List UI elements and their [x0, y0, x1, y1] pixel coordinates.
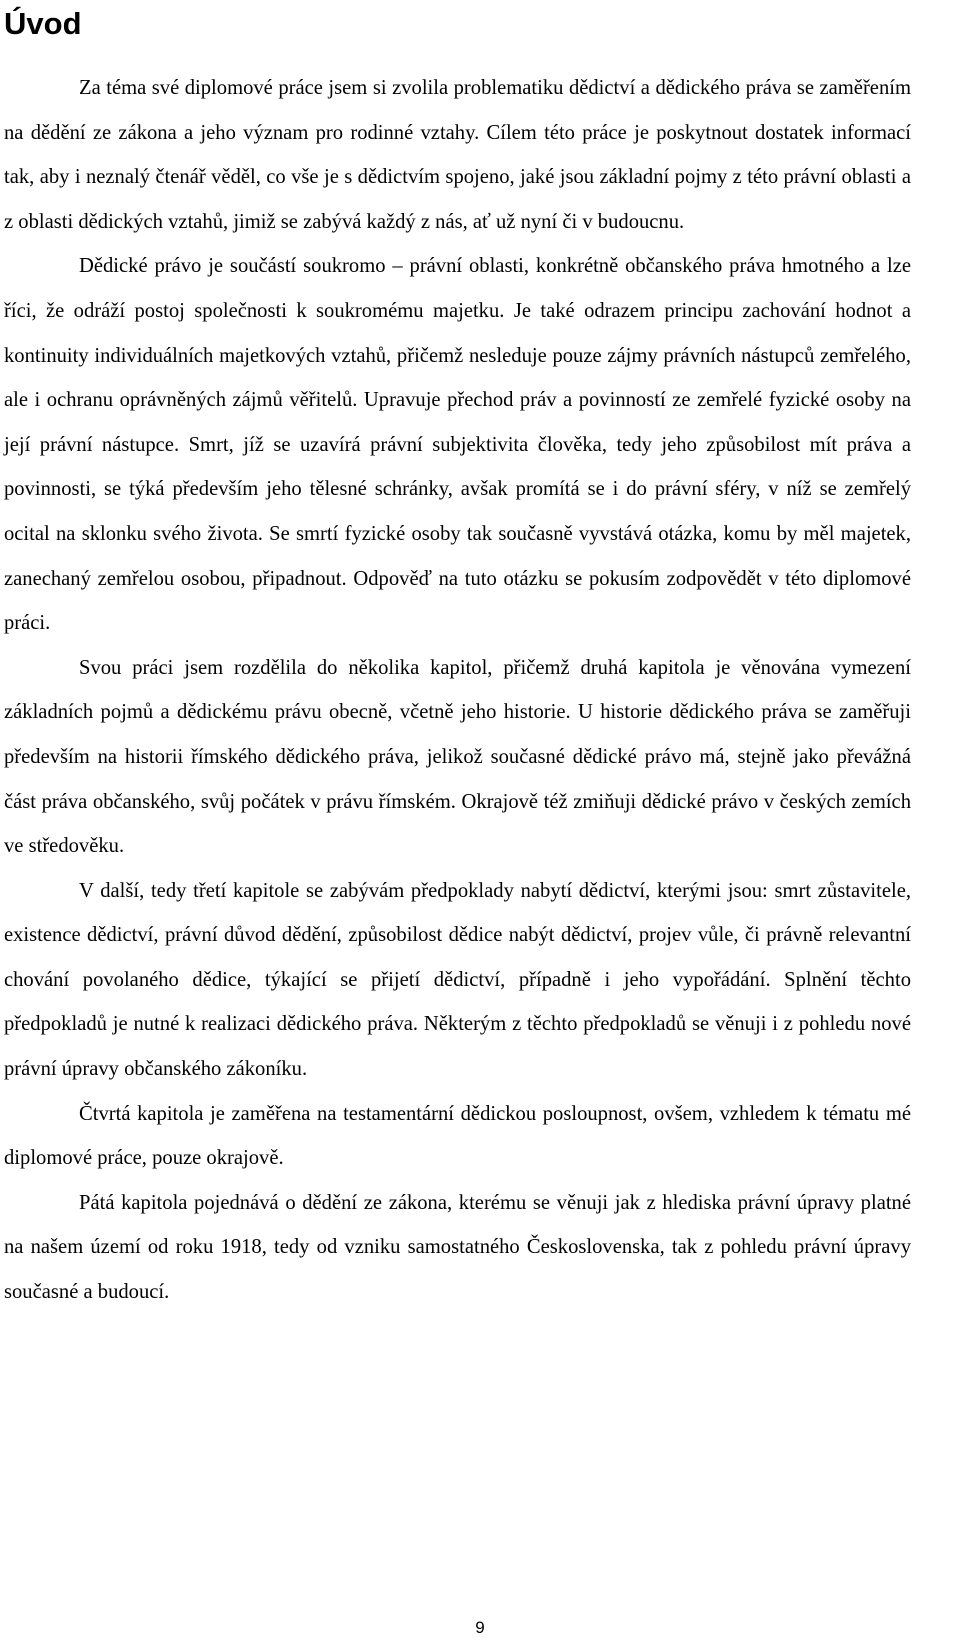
paragraph-chapter-two: Svou práci jsem rozdělila do několika kapitol, přičemž druhá kapitola je věnována vymezení základních pojmů a dědickému právu obecně, včetně jeho historie. U historie dědického práva se zaměřuji především na historii římského dědického práva, jelikož současné dědické právo má, stejně jako převážná část práva občanského, svůj počátek v právu římském. Okrajově též zmiňuji dědické právo v českých zemích ve středověku.	[4, 656, 911, 858]
page-number: 9	[475, 1618, 485, 1637]
paragraph-chapter-three: V další, tedy třetí kapitole se zabývám předpoklady nabytí dědictví, kterými jsou: smrt zůstavitele, existence dědictví, právní důvod dědění, způsobilost dědice nabýt dědictví, projev vůle, či právně relevantní chování povolaného dědice, týkající se přijetí dědictví, případně i jeho vypořádání. Splnění těchto předpokladů je nutné k realizaci dědického práva. Některým z těchto předpokladů se věnuji i z pohledu nové právní úpravy občanského zákoníku.	[4, 879, 911, 1081]
paragraph-topic-introduction: Za téma své diplomové práce jsem si zvolila problematiku dědictví a dědického práva se zaměřením na dědění ze zákona a jeho význam pro rodinné vztahy. Cílem této práce je poskytnout dostatek informací tak, aby i neznalý čtenář věděl, co vše je s dědictvím spojeno, jaké jsou základní pojmy z této právní oblasti a z oblasti dědických vztahů, jimiž se zabývá každý z nás, ať už nyní či v budoucnu.	[4, 77, 911, 233]
chapter-heading: Úvod	[4, 6, 82, 41]
paragraph-inheritance-law: Dědické právo je součástí soukromo – právní oblasti, konkrétně občanského práva hmotného a lze říci, že odráží postoj společnosti k soukromému majetku. Je také odrazem principu zachování hodnot a kontinuity individuálních majetkových vztahů, přičemž nesleduje pouze zájmy právních nástupců zemřelého, ale i ochranu oprávněných zájmů věřitelů. Upravuje přechod práv a povinností ze zemřelé fyzické osoby na její právní nástupce. Smrt, jíž se uzavírá právní subjektivita člověka, tedy jeho způsobilost mít práva a povinnosti, se týká především jeho tělesné schránky, avšak promítá se i do právní sféry, v níž se zemřelý ocital na sklonku svého života. Se smrtí fyzické osoby tak současně vyvstává otázka, komu by měl majetek, zanechaný zemřelou osobou, připadnout. Odpověď na tuto otázku se pokusím zodpovědět v této diplomové práci.	[4, 255, 911, 635]
paragraph-chapter-four: Čtvrtá kapitola je zaměřena na testamentární dědickou posloupnost, ovšem, vzhledem k tématu mé diplomové práce, pouze okrajově.	[4, 1102, 911, 1170]
paragraph-chapter-five: Pátá kapitola pojednává o dědění ze zákona, kterému se věnuji jak z hlediska právní úpravy platné na našem území od roku 1918, tedy od vzniku samostatného Československa, tak z pohledu právní úpravy současné a budoucí.	[4, 1191, 911, 1304]
body-text	[4, 66, 911, 1315]
